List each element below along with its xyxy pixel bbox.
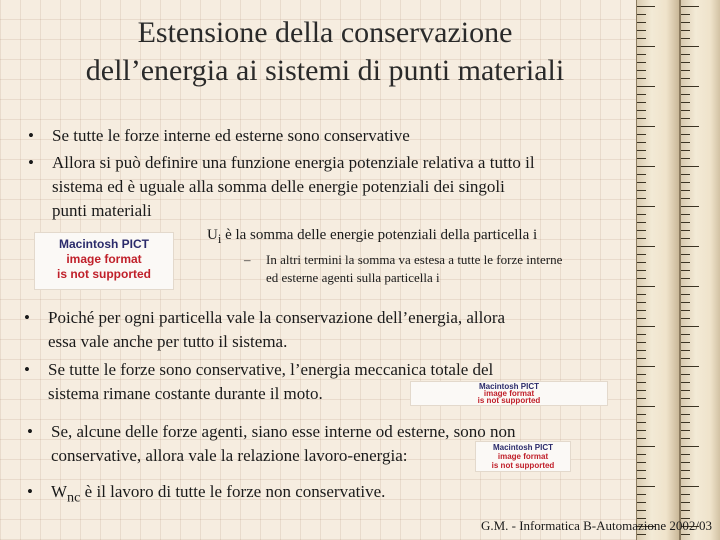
ruler-tick — [637, 430, 646, 431]
ruler-tick — [637, 230, 646, 231]
wnc-symbol: W — [51, 482, 68, 501]
decorative-ruler — [636, 0, 680, 540]
ruler-tick — [681, 86, 699, 87]
bullet-text: Se tutte le forze sono conservative, l’energia meccanica totale del — [48, 360, 494, 379]
placeholder-text: is not supported — [477, 396, 541, 405]
bullet-text: sistema ed è uguale alla somma delle energie potenziali dei singoli — [52, 177, 505, 196]
bullet-dot: • — [28, 153, 34, 172]
ruler-tick — [681, 254, 690, 255]
ruler-tick — [637, 94, 646, 95]
ruler-tick — [681, 262, 690, 263]
ruler-tick — [637, 142, 646, 143]
ruler-tick — [681, 142, 690, 143]
ruler-tick — [681, 102, 690, 103]
ruler-tick — [637, 78, 646, 79]
ruler-tick — [637, 198, 646, 199]
ruler-tick — [681, 22, 690, 23]
bullet-text: sistema rimane costante durante il moto. — [48, 384, 323, 403]
ruler-tick — [637, 86, 655, 87]
placeholder-text: image format — [497, 452, 549, 461]
ruler-tick — [681, 462, 690, 463]
ruler-tick — [637, 494, 646, 495]
ruler-tick — [681, 494, 690, 495]
ruler-tick — [637, 374, 646, 375]
ruler-tick — [681, 470, 690, 471]
ruler-tick — [681, 222, 690, 223]
placeholder-text: Macintosh PICT — [58, 237, 149, 251]
bullet-text — [27, 480, 627, 509]
bullet-text: Se tutte le forze interne ed esterne sono conservative — [52, 126, 410, 145]
ruler-tick — [681, 198, 690, 199]
ruler-tick — [681, 430, 690, 431]
ruler-tick — [681, 14, 690, 15]
bullet-text: conservative, allora vale la relazione lavoro-energia: — [51, 446, 408, 465]
ruler-tick — [681, 46, 699, 47]
bullet-dot: • — [27, 422, 33, 441]
ruler-tick — [681, 486, 699, 487]
ruler-tick — [681, 54, 690, 55]
ruler-tick — [637, 454, 646, 455]
ruler-tick — [681, 398, 690, 399]
sub-bullet — [244, 251, 636, 287]
ruler-tick — [637, 294, 646, 295]
ruler-tick — [637, 174, 646, 175]
ruler-tick — [637, 326, 655, 327]
ruler-tick — [681, 310, 690, 311]
wnc-text: è il lavoro di tutte le forze non conservative. — [80, 482, 386, 501]
ruler-tick — [681, 414, 690, 415]
ruler-tick — [637, 358, 646, 359]
bullet-dot: • — [27, 482, 33, 501]
ruler-tick — [681, 78, 690, 79]
ruler-tick — [637, 158, 646, 159]
ruler-tick — [681, 454, 690, 455]
bullet-text: Allora si può definire una funzione energia potenziale relativa a tutto il — [52, 153, 535, 172]
ruler-tick — [637, 46, 655, 47]
ruler-tick — [681, 294, 690, 295]
ruler-tick — [681, 238, 690, 239]
ruler-tick — [681, 134, 690, 135]
ruler-tick — [637, 270, 646, 271]
ruler-tick — [681, 110, 690, 111]
bullet-text: Se, alcune delle forze agenti, siano esse interne od esterne, sono non — [51, 422, 516, 441]
ruler-tick — [637, 214, 646, 215]
ruler-tick — [637, 30, 646, 31]
ruler-tick — [637, 366, 655, 367]
bullet-text: essa vale anche per tutto il sistema. — [48, 332, 288, 351]
ruler-tick — [681, 30, 690, 31]
ruler-tick — [681, 38, 690, 39]
bullet-text: punti materiali — [52, 201, 152, 220]
placeholder-text: Macintosh PICT — [478, 382, 539, 391]
ruler-tick — [637, 190, 646, 191]
ruler-tick — [681, 326, 699, 327]
ruler-tick — [681, 278, 690, 279]
ruler-tick — [637, 462, 646, 463]
ruler-tick — [637, 334, 646, 335]
ruler-tick — [681, 350, 690, 351]
ruler-tick — [637, 54, 646, 55]
ruler-tick — [637, 150, 646, 151]
ruler-tick — [681, 342, 690, 343]
ruler-tick — [681, 62, 690, 63]
bullet-dot: • — [28, 126, 34, 145]
ruler-tick — [681, 390, 690, 391]
ruler-tick — [637, 510, 646, 511]
ruler-tick — [637, 310, 646, 311]
placeholder-text: Macintosh PICT — [492, 443, 553, 452]
ruler-tick — [681, 150, 690, 151]
ruler-tick — [681, 166, 699, 167]
ruler-tick — [637, 478, 646, 479]
ruler-tick — [681, 190, 690, 191]
ruler-tick — [637, 302, 646, 303]
ruler-tick — [681, 70, 690, 71]
image-placeholder — [34, 232, 174, 290]
placeholder-text: is not supported — [491, 461, 555, 470]
placeholder-text: image format — [66, 252, 142, 266]
ruler-tick — [637, 502, 646, 503]
bullet-dot: • — [24, 360, 30, 379]
ruler-tick — [681, 510, 690, 511]
ruler-tick — [681, 118, 690, 119]
ruler-tick — [681, 246, 699, 247]
ruler-tick — [637, 446, 655, 447]
ruler-tick — [681, 318, 690, 319]
ruler-tick — [681, 214, 690, 215]
ruler-tick — [681, 534, 690, 535]
ruler-tick — [681, 270, 690, 271]
ruler-tick — [681, 158, 690, 159]
ruler-tick — [681, 334, 690, 335]
ruler-tick — [681, 206, 699, 207]
ruler-tick — [637, 470, 646, 471]
ruler-tick — [637, 414, 646, 415]
ruler-tick — [681, 366, 699, 367]
ruler-tick — [681, 126, 699, 127]
ruler-tick — [637, 6, 655, 7]
ruler-tick — [637, 126, 655, 127]
ruler-tick — [681, 478, 690, 479]
ruler-tick — [637, 486, 655, 487]
ruler-tick — [637, 166, 655, 167]
ruler-tick — [637, 38, 646, 39]
sub-bullet-text: In altri termini la somma va estesa a tutte le forze interne — [266, 252, 563, 267]
ruler-tick — [637, 134, 646, 135]
bullet-item — [27, 480, 627, 509]
image-placeholder — [410, 381, 608, 406]
ruler-tick — [681, 6, 699, 7]
ruler-tick — [637, 278, 646, 279]
ruler-tick — [681, 230, 690, 231]
ui-text: è la somma delle energie potenziali della particella i — [221, 227, 538, 243]
ruler-tick — [681, 94, 690, 95]
ruler-tick — [681, 286, 699, 287]
placeholder-text: image format — [483, 389, 535, 398]
ruler-tick — [637, 22, 646, 23]
bullet-text: Poiché per ogni particella vale la conservazione dell’energia, allora — [48, 308, 506, 327]
ruler-tick — [637, 438, 646, 439]
ruler-tick — [681, 406, 699, 407]
image-placeholder — [475, 441, 571, 472]
decorative-ruler — [680, 0, 720, 540]
sub-bullet-text: ed esterne agenti sulla particella i — [266, 270, 440, 285]
ruler-tick — [637, 382, 646, 383]
ruler-tick — [637, 422, 646, 423]
ruler-tick — [637, 350, 646, 351]
ruler-tick — [681, 302, 690, 303]
ruler-tick — [637, 222, 646, 223]
title-line: dell’energia ai sistemi di punti materiali — [85, 54, 565, 87]
ruler-tick — [681, 382, 690, 383]
bullet-item — [28, 151, 633, 223]
ruler-tick — [681, 182, 690, 183]
ruler-tick — [637, 182, 646, 183]
ruler-tick — [637, 342, 646, 343]
ruler-tick — [681, 358, 690, 359]
bullet-item — [24, 306, 624, 354]
ruler-tick — [681, 422, 690, 423]
ui-symbol: U — [207, 227, 218, 243]
wnc-subscript: nc — [67, 489, 81, 506]
ruler-tick — [637, 262, 646, 263]
bullet-dot: • — [24, 308, 30, 327]
ruler-tick — [637, 62, 646, 63]
ruler-tick — [637, 246, 655, 247]
ruler-tick — [637, 318, 646, 319]
ruler-tick — [681, 438, 690, 439]
ruler-tick — [681, 502, 690, 503]
ruler-tick — [637, 534, 646, 535]
ruler-tick — [681, 446, 699, 447]
bullet-item — [28, 124, 628, 148]
title-line: Estensione della conservazione — [137, 16, 513, 49]
ui-definition — [207, 225, 627, 249]
ruler-tick — [637, 390, 646, 391]
ui-subscript: i — [217, 232, 222, 246]
ruler-tick — [681, 374, 690, 375]
ruler-tick — [637, 238, 646, 239]
ruler-tick — [637, 398, 646, 399]
ruler-tick — [637, 70, 646, 71]
ruler-tick — [637, 102, 646, 103]
slide-footer: G.M. - Informatica B-Automazione 2002/03 — [480, 518, 712, 533]
placeholder-text: is not supported — [57, 267, 151, 281]
ruler-tick — [637, 254, 646, 255]
ruler-tick — [681, 174, 690, 175]
ruler-tick — [637, 118, 646, 119]
ruler-tick — [637, 14, 646, 15]
ruler-tick — [637, 110, 646, 111]
slide-title — [0, 14, 650, 90]
ruler-tick — [637, 406, 655, 407]
sub-bullet-dash: – — [244, 252, 251, 267]
ruler-tick — [637, 206, 655, 207]
ruler-tick — [637, 286, 655, 287]
